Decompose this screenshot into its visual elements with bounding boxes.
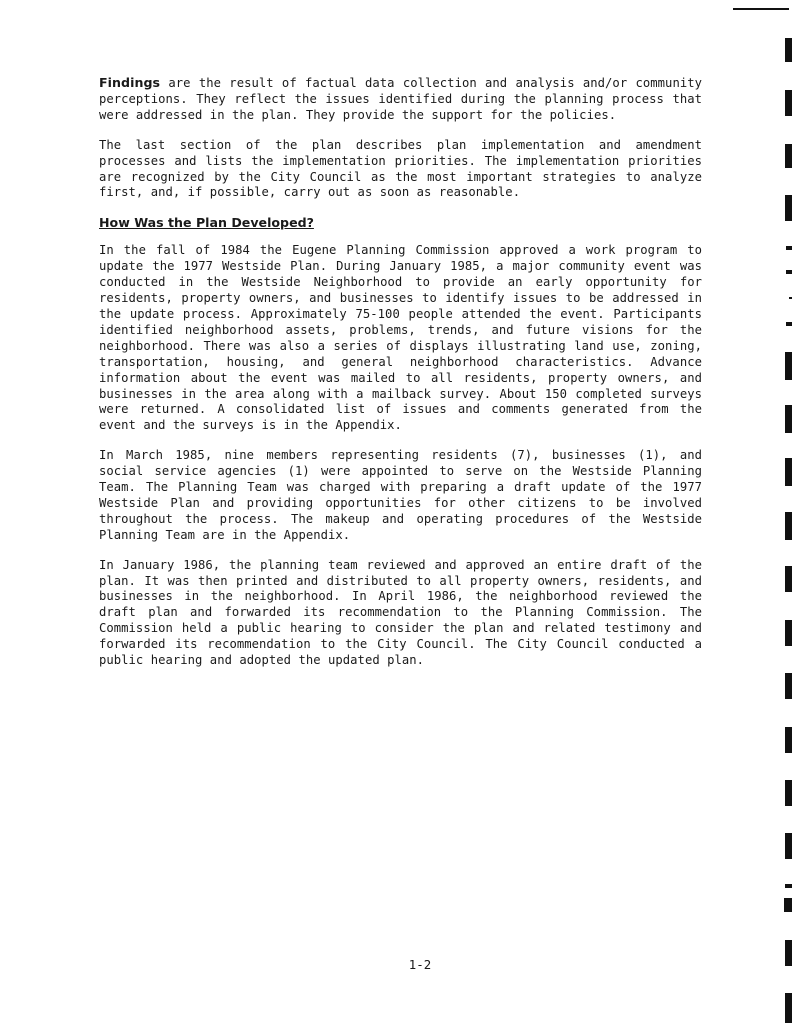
page-number: 1-2 [408, 957, 432, 972]
implementation-paragraph: The last section of the plan describes plan implementation and amendment processes and lists the implementation priorities. The implementation priorities are recognized by the City Council as the most important strategies to analyze first, and, if possible, carry out as soon as reasonable. [99, 137, 702, 200]
scan-mark [785, 566, 792, 592]
scan-mark [785, 90, 792, 116]
findings-paragraph [99, 75, 702, 124]
scan-mark [785, 620, 792, 646]
scan-mark [786, 246, 792, 250]
scan-mark [789, 297, 792, 299]
scan-top-edge [733, 8, 789, 10]
document-body [99, 75, 702, 683]
scan-mark [785, 833, 792, 859]
scan-mark [785, 512, 792, 540]
scan-mark [785, 38, 792, 62]
scan-mark [785, 884, 792, 888]
scan-mark [785, 195, 792, 221]
scan-mark [785, 940, 792, 966]
january-1986-paragraph: In January 1986, the planning team reviewed and approved an entire draft of the plan. It was then printed and distributed to all property owners, residents, and businesses in the neighborhood. In April 1986, the neighborhood reviewed the draft plan and forwarded its recommendation to the Planning Commission. The Commission held a public hearing to consider the plan and related testimony and forwarded its recommendation to the City Council. The City Council conducted a public hearing and adopted the updated plan. [99, 557, 702, 668]
march-1985-paragraph: In March 1985, nine members representing residents (7), businesses (1), and social service agencies (1) were appointed to serve on the Westside Planning Team. The Planning Team was charged with preparing a draft update of the 1977 Westside Plan and providing opportunities for other citizens to be involved throughout the process. The makeup and operating procedures of the Westside Planning Team are in the Appendix. [99, 448, 702, 542]
findings-term: Findings [99, 75, 161, 90]
findings-text: are the result of factual data collection and analysis and/or community perceptions. They reflect the issues identified during the planning process that were addressed in the plan. They provide the support for the policies. [99, 76, 702, 122]
fall-1984-paragraph: In the fall of 1984 the Eugene Planning Commission approved a work program to update the 1977 Westside Plan. During January 1985, a major community event was conducted in the Westside Neighborhood to provide an early opportunity for residents, property owners, and businesses to identify issues to be addressed in the update process. Approximately 75-100 people attended the event. Participants identified neighborhood assets, problems, trends, and future visions for the neighborhood. There was also a series of displays illustrating land use, zoning, transportation, housing, and general neighborhood characteristics. Advance information about the event was mailed to all residents, property owners, and businesses in the area along with a mailback survey. About 150 completed surveys were returned. A consolidated list of issues and comments generated from the event and the surveys is in the Appendix. [99, 243, 702, 433]
scan-mark [785, 673, 792, 699]
scan-mark [786, 322, 792, 326]
scan-mark [786, 270, 792, 274]
scan-mark [785, 352, 792, 380]
scan-mark [785, 405, 792, 433]
section-heading: How Was the Plan Developed? [99, 215, 314, 231]
scan-mark [784, 898, 792, 912]
scan-mark [785, 780, 792, 806]
scan-mark [785, 993, 792, 1023]
scan-mark [785, 458, 792, 486]
scan-mark [785, 144, 792, 168]
scan-mark [785, 727, 792, 753]
